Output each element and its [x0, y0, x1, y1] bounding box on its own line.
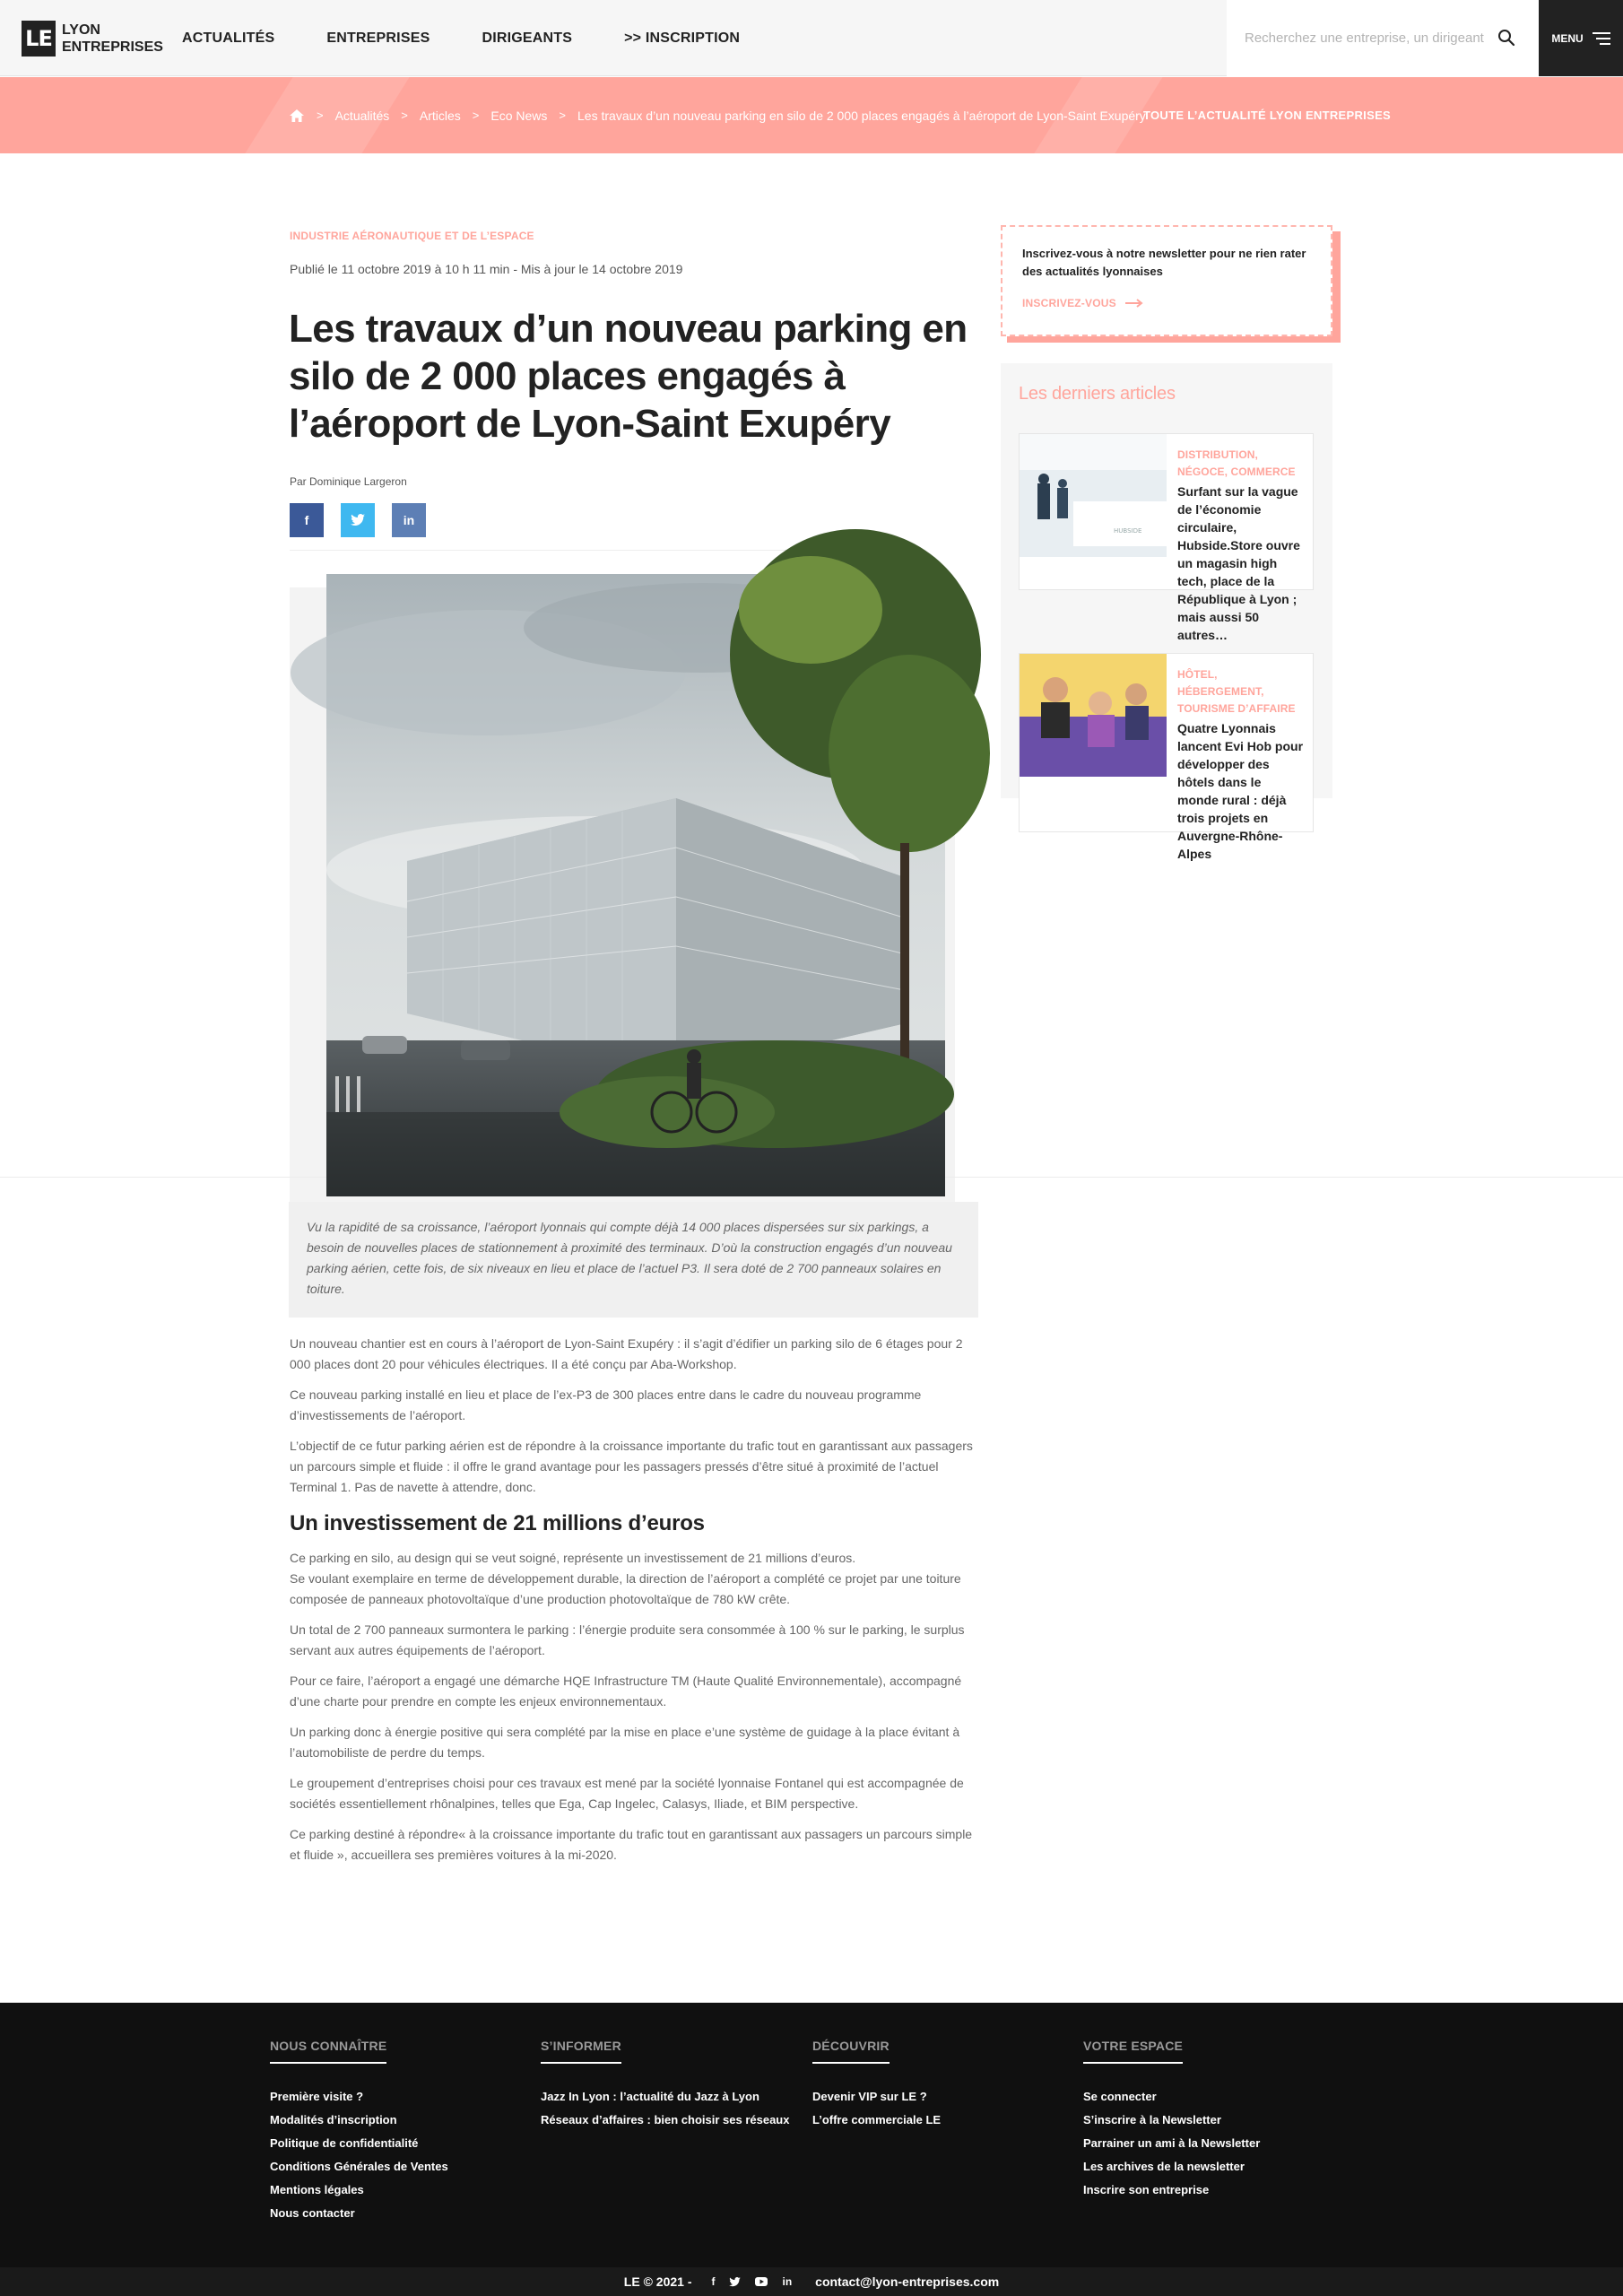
all-news-link[interactable]: TOUTE L’ACTUALITÉ LYON ENTREPRISES: [1143, 109, 1392, 122]
breadcrumb-current: Les travaux d’un nouveau parking en silo de 2 000 places engagés à l’aéroport de Lyon-Saint Exupéry: [577, 108, 1146, 123]
footer-link[interactable]: L’offre commerciale LE: [812, 2113, 942, 2126]
footer-link[interactable]: Mentions légales: [270, 2183, 364, 2196]
footer-link[interactable]: Jazz In Lyon : l’actualité du Jazz à Lyon: [541, 2090, 759, 2103]
breadcrumb-eco-news[interactable]: Eco News: [490, 108, 548, 123]
footer-link[interactable]: Première visite ?: [270, 2090, 364, 2103]
paragraph: Un nouveau chantier est en cours à l’aéroport de Lyon-Saint Exupéry : il s’agit d’édifier un parking silo de 6 étages pour 2 000 places dont 20 pour véhicules électriques. Il a été conçu par Aba-Workshop.: [290, 1336, 963, 1371]
article-card[interactable]: [1019, 653, 1314, 861]
nav-entreprises[interactable]: ENTREPRISES: [326, 30, 430, 46]
linkedin-share-button[interactable]: [392, 503, 426, 537]
paragraph: Pour ce faire, l’aéroport a engagé une démarche HQE Infrastructure TM (Haute Qualité Environnementale), accompagné d’une charte pour prendre en compte les enjeux environnementaux.: [290, 1674, 962, 1709]
footer-link[interactable]: Devenir VIP sur LE ?: [812, 2090, 927, 2103]
footer-link[interactable]: Modalités d’inscription: [270, 2113, 397, 2126]
menu-label: MENU: [1551, 31, 1584, 45]
newsletter-signup-link[interactable]: [1022, 297, 1311, 309]
main-nav: [182, 0, 792, 76]
footer-link[interactable]: Se connecter: [1083, 2090, 1157, 2103]
twitter-icon: [351, 514, 365, 526]
footer-column: [812, 2039, 941, 2132]
footer-bottom-bar: [0, 2267, 1623, 2296]
latest-articles: [1001, 363, 1332, 861]
footer-column-title: S’INFORMER: [541, 2039, 621, 2064]
nav-dirigeants[interactable]: DIRIGEANTS: [482, 30, 573, 46]
newsletter-cta-label: INSCRIVEZ-VOUS: [1022, 297, 1116, 309]
facebook-icon: f: [304, 513, 309, 527]
image-caption: Vu la rapidité de sa croissance, l’aéroport lyonnais qui compte déjà 14 000 places dispersées sur six parkings, a besoin de nouvelles places de stationnement à proximité des terminaux. D’où la construction engagés d’un nouveau parking aérien, cette fois, de six niveaux en lieu et place de l’actuel P3. Il sera doté de 2 700 panneaux solaires en toiture.: [289, 1202, 978, 1318]
card-title: Quatre Lyonnais lancent Evi Hob pour développer des hôtels dans le monde rural : déjà trois projets en Auvergne-Rhône-Alpes: [1177, 721, 1304, 861]
breadcrumb: [289, 77, 1146, 153]
divider: [290, 550, 792, 551]
breadcrumb-sep: >: [559, 109, 567, 122]
publish-date: Publié le 11 octobre 2019 à 10 h 11 min - Mis à jour le 14 octobre 2019: [290, 262, 683, 276]
breadcrumb-actualites[interactable]: Actualités: [334, 108, 390, 123]
paragraph: Ce parking destiné à répondre« à la croissance importante du trafic tout en garantissant aux passagers un parcours simple et fluide », accueillera ses premières voitures à la mi-2020.: [290, 1827, 973, 1862]
paragraph: L’objectif de ce futur parking aérien est de répondre à la croissance importante du trafic tout en garantissant aux passagers un parcours simple et fluide : il offre le grand avantage pour les passagers pressés d’être situé à proximité de l’actuel Terminal 1. Pas de navette à attendre, donc.: [290, 1439, 973, 1494]
linkedin-icon[interactable]: in: [782, 2275, 793, 2288]
arrow-right-icon: [1125, 299, 1143, 308]
search-input[interactable]: [1245, 30, 1505, 46]
newsletter-box: [1001, 225, 1332, 336]
footer-link[interactable]: Nous contacter: [270, 2206, 355, 2220]
footer-column-title: DÉCOUVRIR: [812, 2039, 890, 2064]
hamburger-icon: [1593, 32, 1610, 45]
newsletter-text: Inscrivez-vous à notre newsletter pour ne rien rater des actualités lyonnaises: [1022, 247, 1306, 278]
footer-link[interactable]: Réseaux d’affaires : bien choisir ses réseaux: [541, 2113, 790, 2126]
copyright: LE © 2021 -: [623, 2274, 692, 2289]
linkedin-icon: in: [403, 513, 415, 527]
article-body: [290, 1334, 976, 1875]
site-header: [0, 0, 1623, 76]
logo-mark: LE: [22, 21, 56, 57]
footer-column-title: VOTRE ESPACE: [1083, 2039, 1183, 2064]
breadcrumb-bar: [0, 77, 1623, 153]
facebook-icon[interactable]: f: [711, 2275, 716, 2288]
footer-link[interactable]: Les archives de la newsletter: [1083, 2160, 1245, 2173]
home-icon[interactable]: [289, 109, 305, 123]
parking-rendering-illustration: [326, 574, 945, 1196]
breadcrumb-sep: >: [401, 109, 408, 122]
site-logo[interactable]: [22, 20, 163, 57]
article-thumbnail: [1020, 434, 1167, 557]
footer-link[interactable]: Parrainer un ami à la Newsletter: [1083, 2136, 1261, 2150]
nav-actualites[interactable]: ACTUALITÉS: [182, 30, 275, 46]
article-author: Par Dominique Largeron: [290, 475, 407, 488]
footer-column: [1083, 2039, 1260, 2202]
search-box: [1227, 0, 1539, 76]
article-card[interactable]: [1019, 433, 1314, 642]
breadcrumb-sep: >: [472, 109, 480, 122]
footer-column: [541, 2039, 789, 2132]
contact-email[interactable]: contact@lyon-entreprises.com: [815, 2274, 1000, 2289]
paragraph-line: Se voulant exemplaire en terme de développement durable, la direction de l’aéroport a complété ce projet par une toiture composée de panneaux photovoltaïque d’une production photovoltaïque de 780 kW crête.: [290, 1571, 961, 1606]
menu-button[interactable]: [1539, 0, 1623, 76]
paragraph: Le groupement d’entreprises choisi pour ces travaux est mené par la société lyonnaise Fontanel qui est accompagnée de sociétés essentiellement rhônalpines, telles que Ega, Cap Ingelec, Calasys, Iliade, et BIM perspective.: [290, 1776, 964, 1811]
paragraph: [290, 1548, 976, 1610]
share-buttons: [290, 503, 443, 537]
footer-link[interactable]: Politique de confidentialité: [270, 2136, 419, 2150]
breadcrumb-sep: >: [317, 109, 324, 122]
footer-link[interactable]: Inscrire son entreprise: [1083, 2183, 1210, 2196]
thumbnail-sign: HUBSIDE: [1114, 527, 1142, 535]
page-title: Les travaux d’un nouveau parking en silo de 2 000 places engagés à l’aéroport de Lyon-Saint Exupéry: [289, 307, 968, 446]
card-title: Surfant sur la vague de l’économie circulaire, Hubside.Store ouvre un magasin high tech, place de la République à Lyon ; mais aussi 50 autres…: [1177, 484, 1300, 642]
facebook-share-button[interactable]: [290, 503, 324, 537]
section-heading: Un investissement de 21 millions d’euros: [290, 1511, 705, 1535]
card-category: HÔTEL, HÉBERGEMENT, TOURISME D’AFFAIRE: [1177, 668, 1296, 715]
nav-inscription[interactable]: >> INSCRIPTION: [624, 30, 741, 46]
social-links: [704, 2275, 799, 2288]
footer-link[interactable]: Conditions Générales de Ventes: [270, 2160, 448, 2173]
card-category: DISTRIBUTION, NÉGOCE, COMMERCE: [1177, 448, 1296, 478]
breadcrumb-articles[interactable]: Articles: [419, 108, 461, 123]
twitter-icon[interactable]: [729, 2277, 741, 2287]
paragraph: Un total de 2 700 panneaux surmontera le parking : l’énergie produite sera consommée à 100 % sur le parking, le surplus servant aux autres équipements de l’aéroport.: [290, 1622, 965, 1657]
youtube-icon[interactable]: [755, 2277, 768, 2286]
paragraph: Ce nouveau parking installé en lieu et place de l’ex-P3 de 300 places entre dans le cadre du nouveau programme d’investissements de l’aéroport.: [290, 1387, 922, 1422]
paragraph: Un parking donc à énergie positive qui sera complété par la mise en place e’une système de guidage à la place évitant à l’automobiliste de perdre du temps.: [290, 1725, 960, 1760]
footer-link[interactable]: S’inscrire à la Newsletter: [1083, 2113, 1221, 2126]
footer-column-title: NOUS CONNAÎTRE: [270, 2039, 386, 2064]
article-category[interactable]: INDUSTRIE AÉRONAUTIQUE ET DE L’ESPACE: [290, 230, 534, 242]
logo-line-2: ENTREPRISES: [62, 39, 163, 55]
logo-line-1: LYON: [62, 22, 100, 38]
footer-column: [270, 2039, 448, 2225]
twitter-share-button[interactable]: [341, 503, 375, 537]
site-footer: [0, 2003, 1623, 2267]
article-thumbnail: [1020, 654, 1167, 777]
latest-articles-title: Les derniers articles: [1019, 384, 1176, 404]
hero-image: [326, 574, 945, 1196]
search-icon[interactable]: [1497, 29, 1515, 47]
paragraph-line: Ce parking en silo, au design qui se veut soigné, représente un investissement de 21 millions d’euros.: [290, 1551, 856, 1565]
